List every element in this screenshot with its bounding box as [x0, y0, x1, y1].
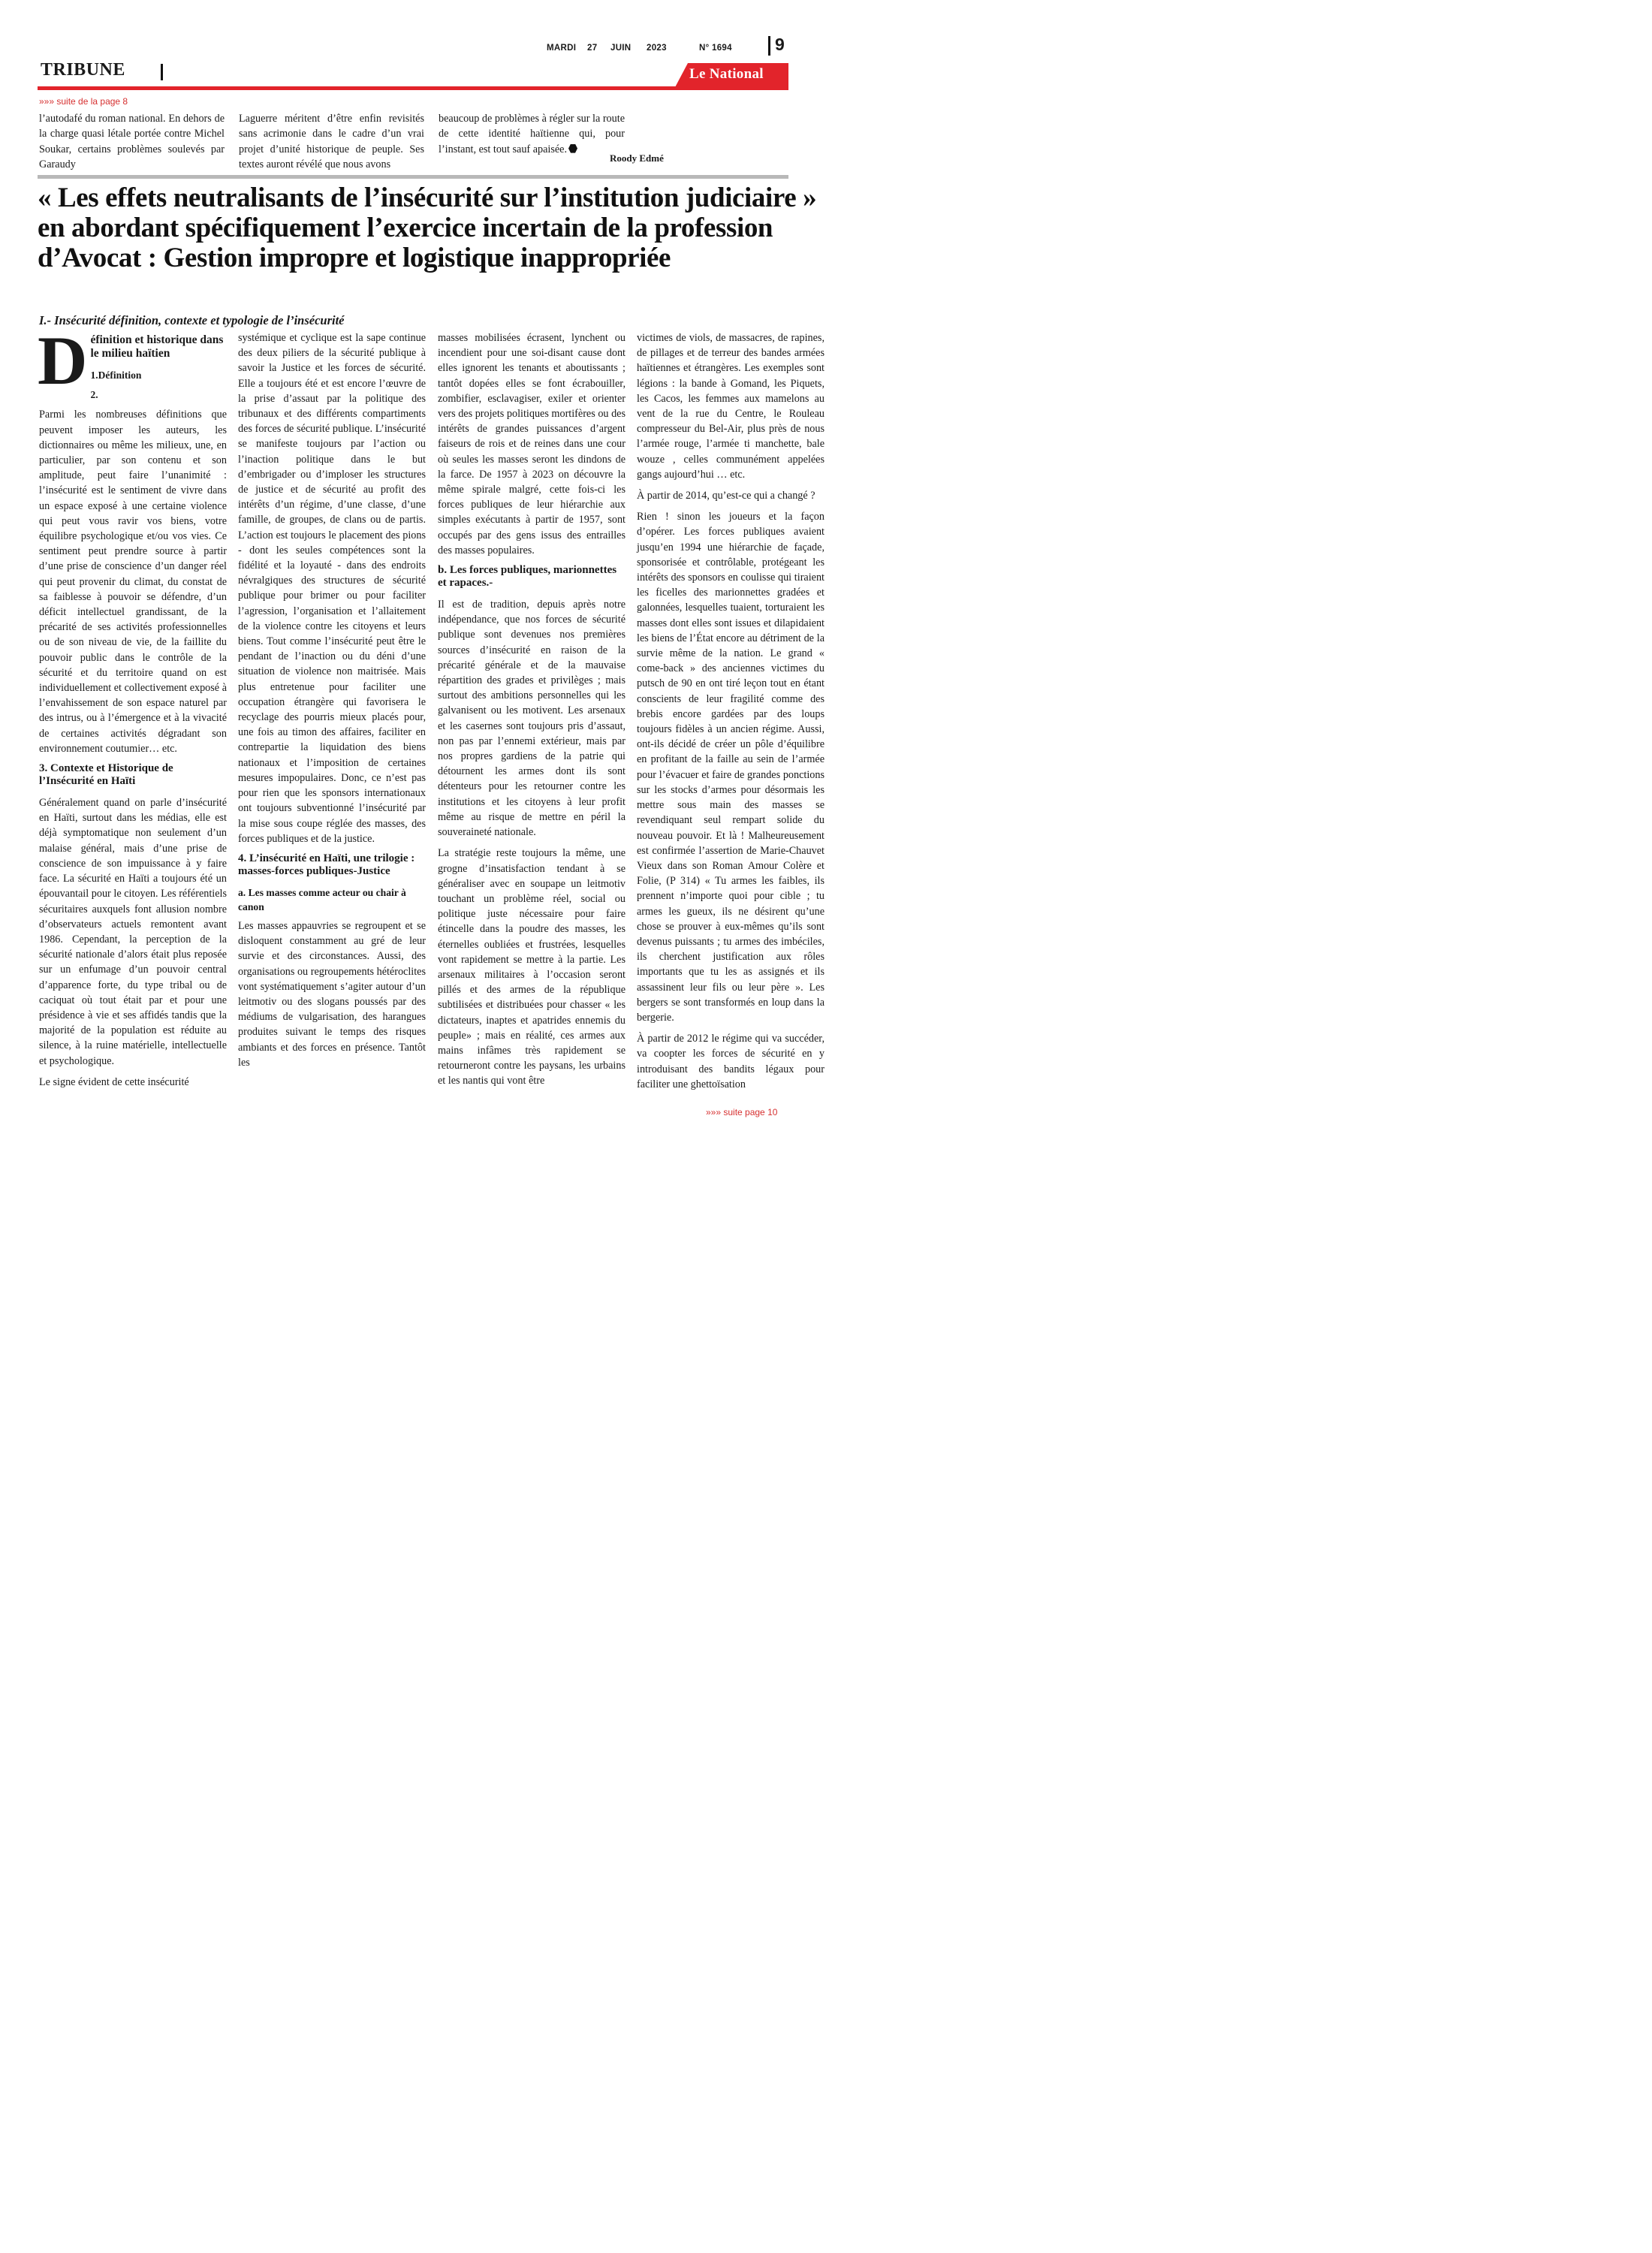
paragraph: masses mobilisées écrasent, lynchent ou incendient pour une soi-disant cause dont elles ignorent les tenants et aboutissants ; tantôt dopées elles se font écrabouiller, zombifier, esclavagiser, exiler et orienter vers des projets politiques mortifères ou des intérêts de grandes puissances d’argent faiseurs de rois et de reines dans une cour où seules les masses seront les dindons de la farce. De 1957 à 2023 on découvre la même spirale malgré, cette fois-ci les forces publiques de leur hiérarchie aux simples exécutants à partir de 1957, sont occupés par des gens issus des entrailles des masses populaires. — [438, 332, 626, 556]
end-mark-icon — [568, 144, 577, 153]
paragraph: Il est de tradition, depuis après notre indépendance, que nos forces de sécurité publique sont devenues nos premières sources d’insécurité en raison de la précarité générale et de la mauvaise répartition des grades et privilèges ; mais surtout des ambitions personnelles qui les galvanisent ou les motivent. Les arsenaux et les casernes sont toujours pris d’assaut, non pas par l’ennemi extérieur, mais par nos propres gardiens de la patrie qui détournent les armes dont ils sont détenteurs pour les retourner contre les institutions et les citoyens à leur profit même au risque de mettre en péril la souveraineté nationale. — [438, 599, 626, 839]
page-number-divider — [768, 36, 770, 56]
subsection-subheading: a. Les masses comme acteur ou chair à canon — [238, 886, 406, 912]
subsection-heading: 4. L’insécurité en Haïti, une trilogie : masses-forces publiques-Justice — [238, 852, 415, 877]
section-title: TRIBUNE — [41, 60, 125, 80]
page-number: 9 — [775, 35, 785, 54]
paragraph: victimes de viols, de massacres, de rapines, de pillages et de terreur des bandes armées haïtiennes et étrangères. Les exemples sont légions : la bande à Gomand, les Piquets, les Cacos, les femmes aux mamelons au vent de la rue du Centre, le Rouleau compresseur du Bel-Air, plus près de nous l’armée rouge, l’armée ti manchette, bale wouze , celles communément appelées gangs aujourd’hui … etc. — [637, 332, 824, 481]
previous-article-col1: l’autodafé du roman national. En dehors de la charge quasi létale portée contre Michel Soukar, certains problèmes soulevés par Garaudy — [39, 113, 225, 170]
paragraph: Les masses appauvries se regroupent et se disloquent constamment au gré de leur survie et des circonstances. Aussi, des organisations ou regroupements hétéroclites vont systématiquement s’agiter autour d’un leitmotiv ou des slogans poussés par des médiums de vulgarisation, des harangues produites suivant le temps des risques ambiants et des forces en présence. Tantôt les — [238, 919, 426, 1069]
article-column-4 — [637, 330, 824, 1092]
paragraph: Généralement quand on parle d’insécurité en Haïti, surtout dans les médias, elle est déjà symptomatique non seulement d’un malaise général, mais d’une prise de conscience de son impuissance à y faire face. La sécurité en Haïti a toujours été un épouvantail pour le citoyen. Les référentiels sécuritaires auxquels font allusion nombre d’observateurs actuels remontent avant 1986. Cependant, la perception de la sécurité nationale d’alors était plus reposée sur un enfumage d’un pouvoir central d’apparence forte, du type tribal ou de caciquat où tout était par et pour une présidence à vie et ses affidés tandis que la majorité de la population est réduite au silence, à la ruine matérielle, intellectuelle et psychologique. — [39, 797, 227, 1067]
issue-number: N° 1694 — [699, 44, 732, 53]
list-item-2: 2. — [90, 389, 98, 401]
drop-cap: D — [38, 322, 88, 399]
issue-year: 2023 — [647, 44, 667, 53]
article-divider — [38, 175, 788, 179]
issue-month: JUIN — [610, 44, 632, 53]
article-headline: « Les effets neutralisants de l’insécurité sur l’institution judiciaire » en abordant spécifiquement l’exercice incertain de la profession d’Avocat : Gestion impropre et logistique inappropriée — [38, 182, 817, 273]
paragraph: À partir de 2012 le régime qui va succéder, va coopter les forces de sécurité en y introduisant des bandits légaux pour faciliter une ghettoïsation — [637, 1033, 824, 1090]
paragraph: Rien ! sinon les joueurs et la façon d’opérer. Les forces publiques avaient jusqu’en 1994 une hiérarchie de façade, sponsorisée et contrôlable, protégeant les intérêts des sponsors en coulisse qui tiraient les ficelles des marionnettes gradées et galonnées, lesquelles tuaient, torturaient les masses dont elles sont issues et dilapidaient les biens de l’État encore au détriment de la survie même de la nation. Le grand « come-back » des anciennes victimes du putsch de 90 en ont tiré leçon tout en étant conscients de leur fragilité comme des brebis encore gardées par des loups toujours fidèles à un ancien régime. Aussi, ont-ils décidé de créer un pôle d’équilibre en profitant de la faille au sein de l’armée pour l’évacuer et faire de grandes ponctions sur les stocks d’armes pour désormais les mettre sous main des masses se revendiquant seul rempart solide du nouveau pouvoir. Et là ! Malheureusement est confirmée l’assertion de Marie-Chauvet Vieux dans son Roman Amour Colère et Folie, (P 314) « Tu armes les faibles, ils prennent n’importe quoi pour cible ; tu armes les gueux, ils ne désirent qu’une chose se prouver à eux-mêmes qu’ils sont devenus puissants ; tu armes des imbéciles, ils cherchent justification aux rôles importants que tu les as assignés et ils assassinent leur fils ou leur père ». Les bergers se sont transformés en loup dans la bergerie. — [637, 511, 824, 1024]
paragraph: systémique et cyclique est la sape continue des deux piliers de la sécurité publique à savoir la Justice et les forces de sécurité. Elle a toujours été et est encore l’œuvre de la prise d’assaut par la politique des tribunaux et des différents compartiments des forces de sécurité publique. L’insécurité se manifeste toujours par l’action ou l’inaction politique dans le but d’embrigader ou d’imploser les structures de justice et de sécurité au profit des intérêts d’un régime, d’une classe, d’une famille, de groupes, de clans ou de partis. L’action est toujours le placement des pions - dont les seules compétences sont la fidélité et la loyauté - dans des endroits névralgiques des structures de sécurité publique pour brimer ou pour faciliter l’agression, l’organisation et l’allaitement de la violence contre les citoyens et leurs biens. Tout comme l’insécurité peut être le pendant de l’inaction ou du déni d’une situation de violence non maitrisée. Mais plus entretenue pour faciliter une occupation étrangère qui favorisera le recyclage des pourris mieux placés pour, une fois au timon des affaires, faciliter en contrepartie la liquidation des biens nationaux et l’imposition de certaines mesures impopulaires. Donc, ce n’est pas pour rien que les sponsors internationaux ont toujours subventionné l’insécurité par la mise sous coupe réglée des masses, des forces publiques et de la justice. — [238, 332, 426, 845]
article-column-3 — [438, 330, 626, 1089]
author-signature: Roody Edmé — [610, 152, 664, 164]
previous-article-col3-text: beaucoup de problèmes à régler sur la route de cette identité haïtienne qui, pour l’instant, est tout sauf apaisée. — [439, 113, 625, 155]
paragraph: À partir de 2014, qu’est-ce qui a changé ? — [637, 490, 815, 502]
paragraph: La stratégie reste toujours la même, une grogne d’insatisfaction tendant à se généraliser avec en soupape un leitmotiv touchant un problème réel, social ou politique juste nécessaire pour faire étincelle dans la poudre des masses, les éternelles oubliées et frustrées, lesquelles vont rapidement se mettre à la partie. Les arsenaux militaires à l’occasion seront pillés et des armes de la république subtilisées et distribuées pour chasser « les dictateurs, inaptes et apatrides ennemis du peuple» ; mais en réalité, ces armes aux mains infâmes très rapidement se retourneront contre les paysans, les urbains et les nantis qui vont être — [438, 847, 626, 1087]
subsection-heading: 3. Contexte et Historique de l’Insécurité en Haïti — [39, 762, 173, 788]
list-item-definition: 1.Définition — [90, 369, 142, 381]
article-kicker: I.- Insécurité définition, contexte et typologie de l’insécurité — [39, 313, 345, 327]
section-divider — [161, 64, 163, 80]
paragraph: Parmi les nombreuses définitions que peuvent imposer les auteurs, les dictionnaires ou même les milieux, une, en particulier, par son contenu et son amplitude, peut faire l’unanimité : l’insécurité est le sentiment de vivre dans un espace exposé à une certaine violence qui peut vous ravir vos biens, votre équilibre psychologique et/ou vos vies. Ce sentiment peut prendre source à partir d’une prise de conscience d’un danger réel qui peut provenir du climat, du constat de sa faiblesse à pouvoir se défendre, d’un déficit intellectuel grandissant, de la précarité de ses activités professionnelles ou de son niveau de vie, de la faillite du pouvoir public dans le contrôle de la sécurité et du territoire quand on est individuellement et collectivement exposé à l’envahissement de son espace naturel par des intrus, ou à l’émergence et à la vivacité de certaines activités dégradant son environnement coutumier… etc. — [39, 409, 227, 755]
paragraph: Le signe évident de cette insécurité — [39, 1075, 189, 1088]
subsection-heading: éfinition et historique dans le milieu haïtien — [90, 333, 224, 360]
previous-article-col2: Laguerre méritent d’être enfin revisités sans acrimonie dans le cadre d’un vrai projet d’unité historique de peuple. Ses textes auront révélé que nous avons — [239, 113, 424, 170]
continued-from-link[interactable]: »»» suite de la page 8 — [39, 96, 128, 107]
article-column-1 — [38, 322, 227, 1090]
issue-date: 27 — [587, 44, 598, 53]
header-rule — [38, 86, 788, 90]
issue-day: MARDI — [547, 44, 577, 53]
article-column-2 — [238, 330, 426, 1070]
previous-article-col3 — [439, 111, 625, 157]
continued-to-link[interactable]: »»» suite page 10 — [706, 1107, 778, 1117]
subsection-heading: b. Les forces publiques, marionnettes et rapaces.- — [438, 564, 617, 590]
brand-logo: Le National — [689, 66, 764, 82]
